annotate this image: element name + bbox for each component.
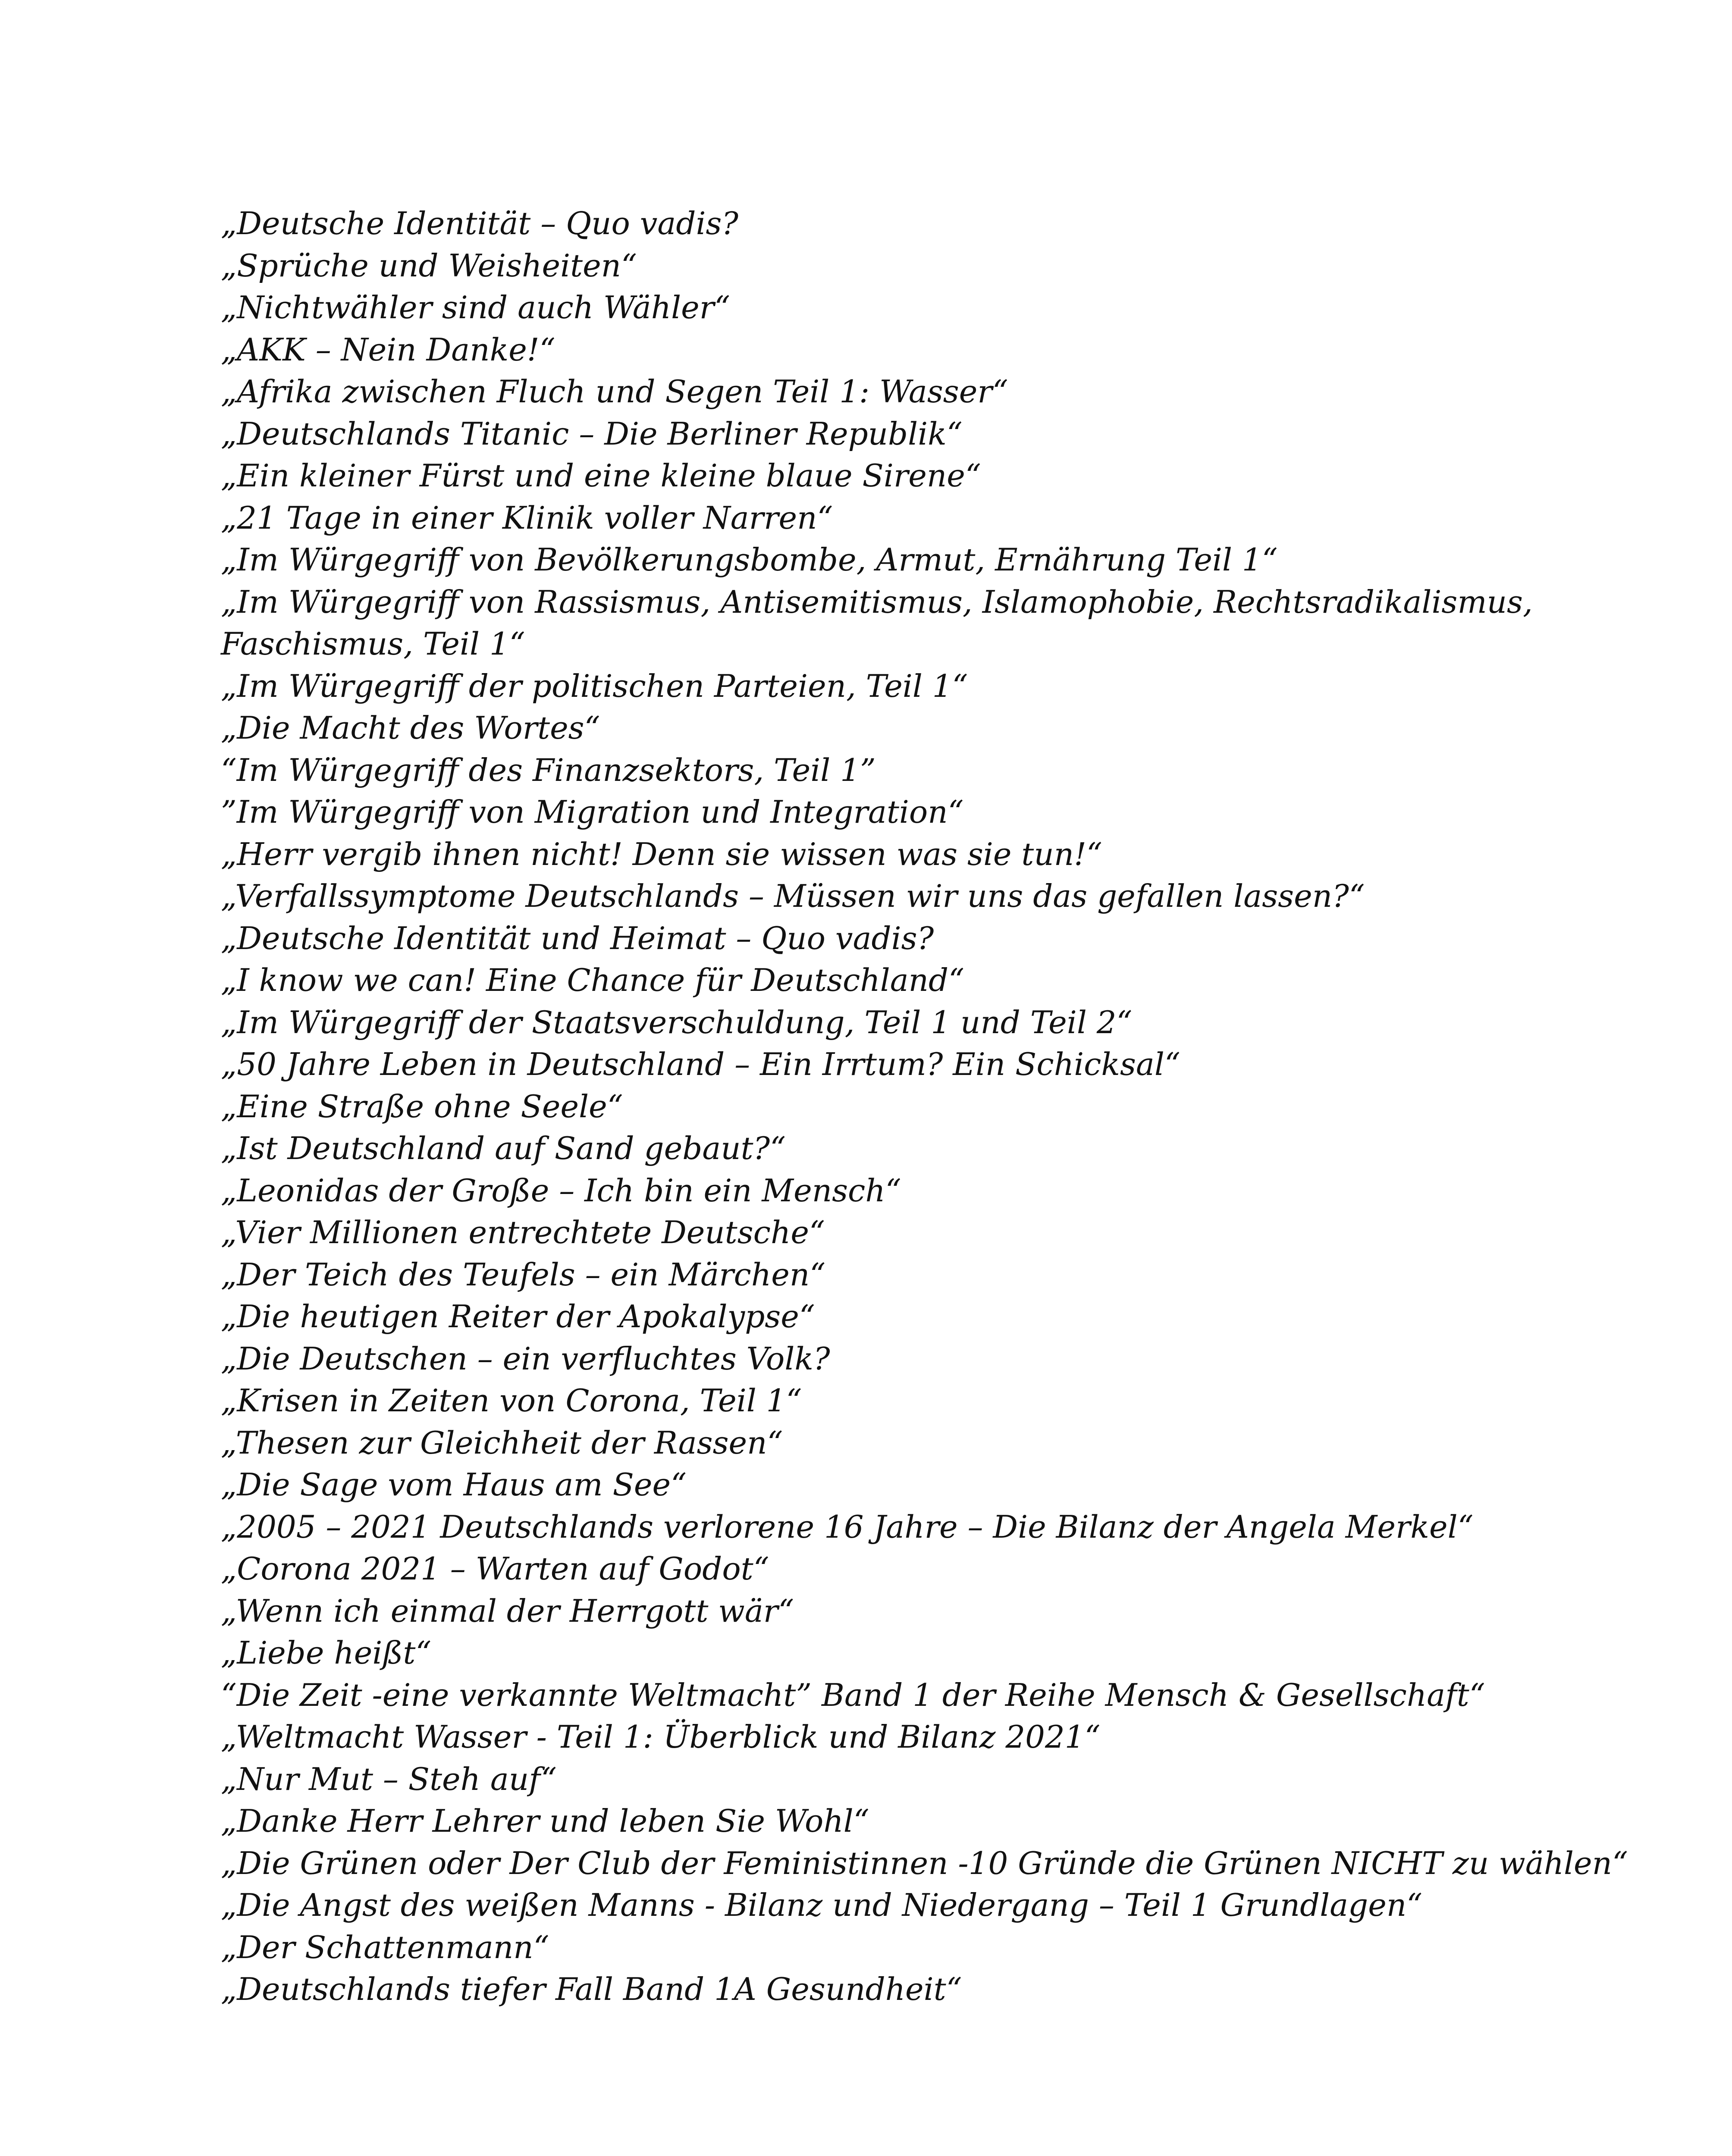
list-item: „Im Würgegriff der Staatsverschuldung, Teil 1 und Teil 2“ xyxy=(221,1004,1133,1040)
list-item: „Wenn ich einmal der Herrgott wär“ xyxy=(221,1592,794,1629)
list-item: „50 Jahre Leben in Deutschland – Ein Irrtum? Ein Schicksal“ xyxy=(221,1046,1180,1082)
list-item: „Weltmacht Wasser - Teil 1: Überblick und Bilanz 2021“ xyxy=(221,1719,1101,1755)
list-item: „Die Angst des weißen Manns - Bilanz und Niedergang – Teil 1 Grundlagen“ xyxy=(221,1887,1423,1923)
list-item: „Deutschlands Titanic – Die Berliner Republik“ xyxy=(221,415,963,452)
list-item: „Die Macht des Wortes“ xyxy=(221,710,600,746)
list-item: „Der Teich des Teufels – ein Märchen“ xyxy=(221,1256,825,1293)
list-item: „Thesen zur Gleichheit der Rassen“ xyxy=(221,1424,783,1461)
list-item: „21 Tage in einer Klinik voller Narren“ xyxy=(221,499,833,536)
list-item: „Deutschlands tiefer Fall Band 1A Gesundheit“ xyxy=(221,1971,962,2007)
list-item: „Herr vergib ihnen nicht! Denn sie wissen was sie tun!“ xyxy=(221,836,1102,872)
list-item: „2005 – 2021 Deutschlands verlorene 16 Jahre – Die Bilanz der Angela Merkel“ xyxy=(221,1508,1474,1545)
list-item: „Corona 2021 – Warten auf Godot“ xyxy=(221,1551,769,1587)
list-item: „Die Grünen oder Der Club der Feministinnen -10 Gründe die Grünen NICHT zu wählen“ xyxy=(221,1845,1628,1881)
list-item: „Danke Herr Lehrer und leben Sie Wohl“ xyxy=(221,1803,869,1839)
list-item: „Ist Deutschland auf Sand gebaut?“ xyxy=(221,1130,786,1166)
list-item: „AKK – Nein Danke!“ xyxy=(221,331,555,368)
list-item: „Krisen in Zeiten von Corona, Teil 1“ xyxy=(221,1382,802,1419)
list-item: „Afrika zwischen Fluch und Segen Teil 1: Wasser“ xyxy=(221,373,1008,410)
list-item: ”Im Würgegriff von Migration und Integration“ xyxy=(221,794,964,830)
list-item: „I know we can! Eine Chance für Deutschland“ xyxy=(221,962,964,998)
list-item: „Deutsche Identität – Quo vadis? xyxy=(221,205,739,241)
book-title-list xyxy=(221,203,1628,2011)
list-item: „Sprüche und Weisheiten“ xyxy=(221,247,637,284)
list-item: „Die heutigen Reiter der Apokalypse“ xyxy=(221,1298,815,1335)
list-item: “Die Zeit -eine verkannte Weltmacht” Band 1 der Reihe Mensch & Gesellschaft“ xyxy=(221,1677,1485,1713)
list-item: „Die Sage vom Haus am See“ xyxy=(221,1467,687,1503)
list-item: „Liebe heißt“ xyxy=(221,1635,432,1671)
list-item: „Verfallssymptome Deutschlands – Müssen wir uns das gefallen lassen?“ xyxy=(221,878,1365,914)
list-item: „Im Würgegriff von Rassismus, Antisemitismus, Islamophobie, Rechtsradikalismus, Faschismus, Teil 1“ xyxy=(221,583,1533,662)
list-item: „Eine Straße ohne Seele“ xyxy=(221,1088,623,1125)
list-item: „Ein kleiner Fürst und eine kleine blaue Sirene“ xyxy=(221,458,981,494)
list-item: „Im Würgegriff der politischen Parteien, Teil 1“ xyxy=(221,667,968,704)
list-item: „Leonidas der Große – Ich bin ein Mensch“ xyxy=(221,1172,901,1209)
list-item: „Nichtwähler sind auch Wähler“ xyxy=(221,289,730,326)
list-item: “Im Würgegriff des Finanzsektors, Teil 1” xyxy=(221,752,876,788)
list-item: „Im Würgegriff von Bevölkerungsbombe, Armut, Ernährung Teil 1“ xyxy=(221,542,1278,578)
list-item: „Nur Mut – Steh auf“ xyxy=(221,1761,557,1797)
list-item: „Die Deutschen – ein verfluchtes Volk? xyxy=(221,1340,830,1377)
list-item: „Deutsche Identität und Heimat – Quo vadis? xyxy=(221,920,934,956)
list-item: „Vier Millionen entrechtete Deutsche“ xyxy=(221,1214,825,1250)
list-item: „Der Schattenmann“ xyxy=(221,1929,549,1965)
